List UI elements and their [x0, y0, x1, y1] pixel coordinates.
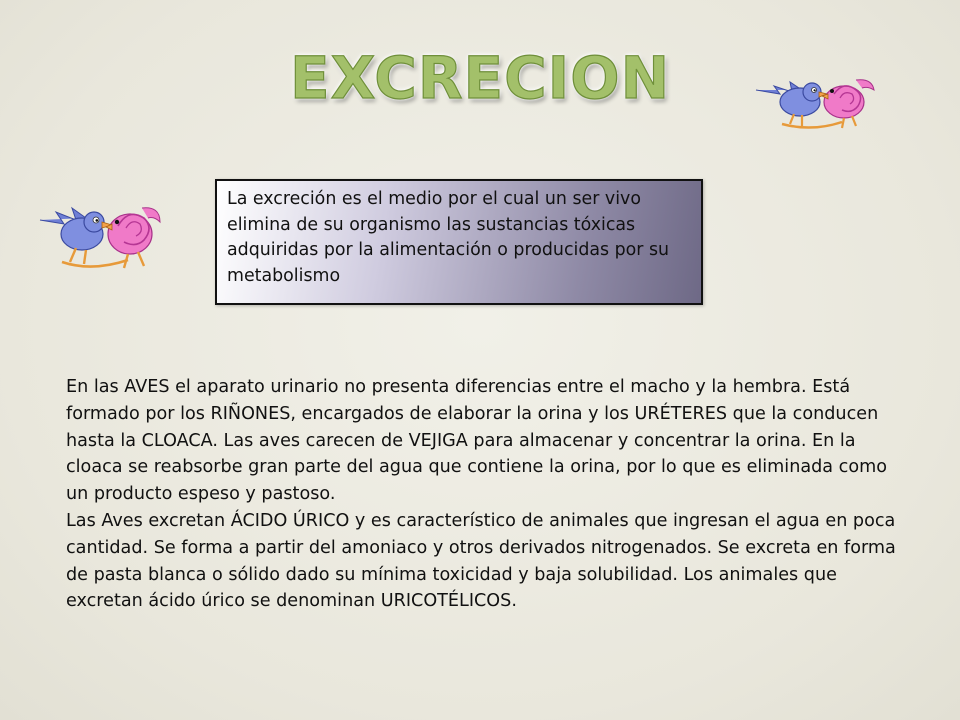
definition-box — [215, 179, 703, 305]
body-text — [66, 374, 906, 615]
pink-bird-icon — [106, 208, 160, 268]
paragraph-acido-urico: Las Aves excretan ÁCIDO ÚRICO y es característico de animales que ingresan el agua en poca cantidad. Se forma a partir del amoniaco y otros derivados nitrogenados. Se excreta en forma de pasta blanca o sólido dado su mínima toxicidad y baja solubilidad. Los animales que excretan ácido úrico se denominan URICOTÉLICOS. — [66, 510, 896, 612]
definition-text: La excreción es el medio por el cual un ser vivo elimina de su organismo las sustancias tóxicas adquiridas por la alimentación o producidas por su metabolismo — [227, 189, 670, 286]
two-birds-kissing-icon — [36, 200, 162, 278]
slide-title: EXCRECION — [290, 44, 671, 112]
pink-bird-icon — [822, 80, 874, 128]
paragraph-aparato-urinario: En las AVES el aparato urinario no presenta diferencias entre el macho y la hembra. Está formado por los RIÑONES, encargados de elaborar la orina y los URÉTERES que la conducen hasta la CLOACA. Las aves carecen de VEJIGA para almacenar y concentrar la orina. En la cloaca se reabsorbe gran parte del agua que contiene la orina, por lo que es eliminada como un producto espeso y pastoso. — [66, 377, 888, 505]
two-birds-kissing-icon — [752, 76, 878, 136]
